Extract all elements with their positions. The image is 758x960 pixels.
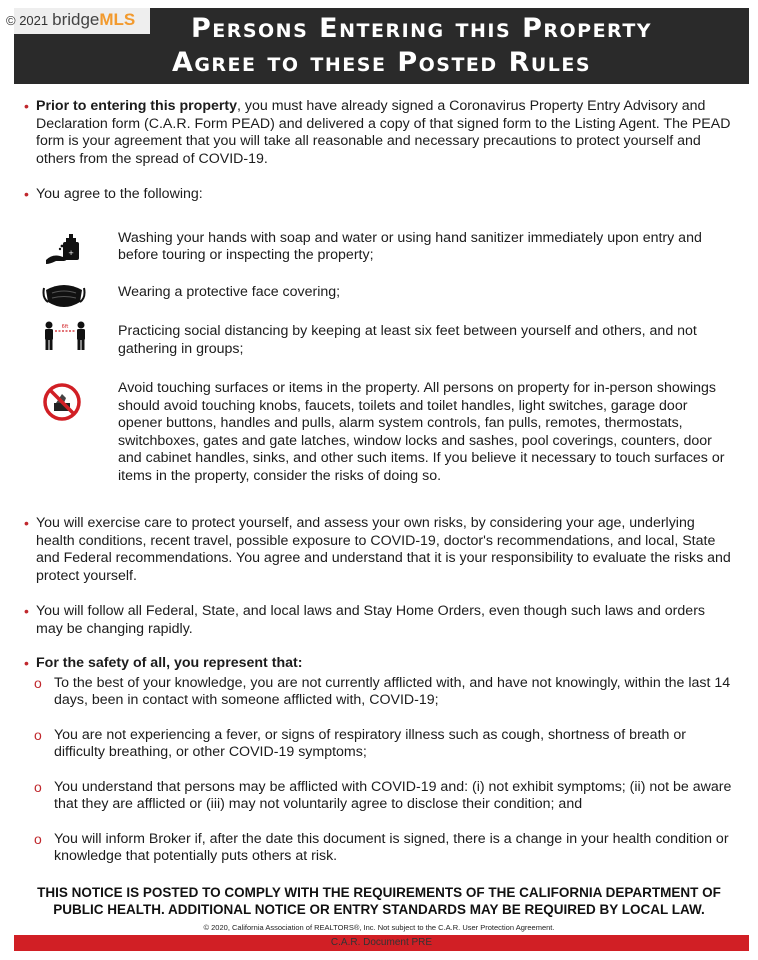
laws-text: You will follow all Federal, State, and local laws and Stay Home Orders, even though such laws and orders may be changing rapidly. xyxy=(36,603,706,637)
rule-item xyxy=(24,380,734,485)
safety-item xyxy=(24,779,734,814)
agree-heading xyxy=(24,186,734,204)
social-distance-icon xyxy=(42,319,86,363)
safety-item xyxy=(24,831,734,866)
distance-label: 6ft xyxy=(61,324,69,330)
compliance-notice xyxy=(0,884,758,918)
safety-heading-text: For the safety of all, you represent that: xyxy=(36,655,303,671)
compliance-notice-line2: PUBLIC HEALTH. ADDITIONAL NOTICE OR ENTRY STANDARDS MAY BE REQUIRED BY LOCAL LAW. xyxy=(53,902,705,917)
header-title-line2: Agree to these Posted Rules xyxy=(171,47,592,78)
watermark-brand: bridge xyxy=(52,10,100,29)
intro-bold: Prior to entering this property xyxy=(36,98,238,114)
laws-paragraph xyxy=(24,603,734,638)
intro-text: , you must have already signed a Coronavirus Property Entry Advisory and Declaration form (C.A.R. Form PEAD) and delivered a copy of that signed form to the Listing Agent. The PEAD form is your agreement that you will take all reasonable and necessary precautions to protect yourself and others from the spread of COVID-19. xyxy=(36,98,731,167)
safety-item xyxy=(24,675,734,710)
rule-item xyxy=(24,284,734,302)
safety-heading xyxy=(24,655,734,673)
safety-item-marker: o xyxy=(34,674,42,691)
safety-item-marker: o xyxy=(34,830,42,847)
rule-text: Practicing social distancing by keeping at least six feet between yourself and others, and not gathering in groups; xyxy=(118,323,697,357)
rule-text: Avoid touching surfaces or items in the property. All persons on property for in-person showings should avoid touching knobs, faucets, toilets and toilet handles, light switches, garage door opener buttons, handles and pulls, alarm system controls, fan pulls, remotes, thermostats, switchboxes, gates and gate latches, window locks and sashes, pool coverings, counters, door and cabinet handles, sinks, and other such items. If you believe it necessary to touch surfaces or items in the property, consider the risks of doing so. xyxy=(118,380,725,484)
safety-item-text: You are not experiencing a fever, or signs of respiratory illness such as cough, shortness of breath or difficulty breathing, or other COVID-19 symptoms; xyxy=(54,726,686,760)
care-text: You will exercise care to protect yourself, and assess your own risks, by considering your age, underlying health conditions, recent travel, possible exposure to COVID-19, doctor's recommendations, and local, State and Federal recommendations. You agree and understand that it is your responsibility to evaluate the risks and protect yourself. xyxy=(36,515,731,584)
document-id: C.A.R. Document PRE xyxy=(330,937,433,948)
rule-text: Washing your hands with soap and water or using hand sanitizer immediately upon entry and before touring or inspecting the property; xyxy=(118,229,702,263)
face-mask-icon xyxy=(42,278,86,322)
agree-heading-text: You agree to the following: xyxy=(36,186,203,202)
car-copyright: © 2020, California Association of REALTORS®, Inc. Not subject to the C.A.R. User Protection Agreement. xyxy=(203,923,555,932)
no-touch-icon xyxy=(42,382,86,426)
bridgemls-watermark xyxy=(0,6,150,34)
notice-body xyxy=(24,98,734,866)
safety-item-text: To the best of your knowledge, you are not currently afflicted with, and have not knowingly, within the last 14 days, been in contact with someone afflicted with, COVID-19; xyxy=(54,674,731,708)
svg-text:+: + xyxy=(68,248,74,257)
safety-item-text: You understand that persons may be afflicted with COVID-19 and: (i) not exhibit symptoms; (ii) not be aware that they are afflicted or (iii) may not voluntarily agree to disclose their condition; and xyxy=(54,778,732,812)
compliance-notice-line1: THIS NOTICE IS POSTED TO COMPLY WITH THE REQUIREMENTS OF THE CALIFORNIA DEPARTMENT OF xyxy=(37,885,721,900)
hand-sanitizer-icon xyxy=(42,230,86,274)
intro-paragraph xyxy=(24,98,734,168)
rule-text: Wearing a protective face covering; xyxy=(118,283,341,300)
safety-item-marker: o xyxy=(34,726,42,743)
rule-item xyxy=(24,323,734,358)
header-title-line1: Persons Entering this Property xyxy=(190,13,653,44)
care-paragraph xyxy=(24,515,734,585)
watermark-copyright: © 2021 xyxy=(6,12,49,28)
safety-item-text: You will inform Broker if, after the date this document is signed, there is a change in your health condition or knowledge that potentially puts others at risk. xyxy=(54,830,729,864)
safety-item xyxy=(24,727,734,762)
document-id-bar xyxy=(14,935,749,951)
safety-item-marker: o xyxy=(34,778,42,795)
watermark-brand-accent: MLS xyxy=(99,10,136,29)
rule-item xyxy=(24,230,734,265)
